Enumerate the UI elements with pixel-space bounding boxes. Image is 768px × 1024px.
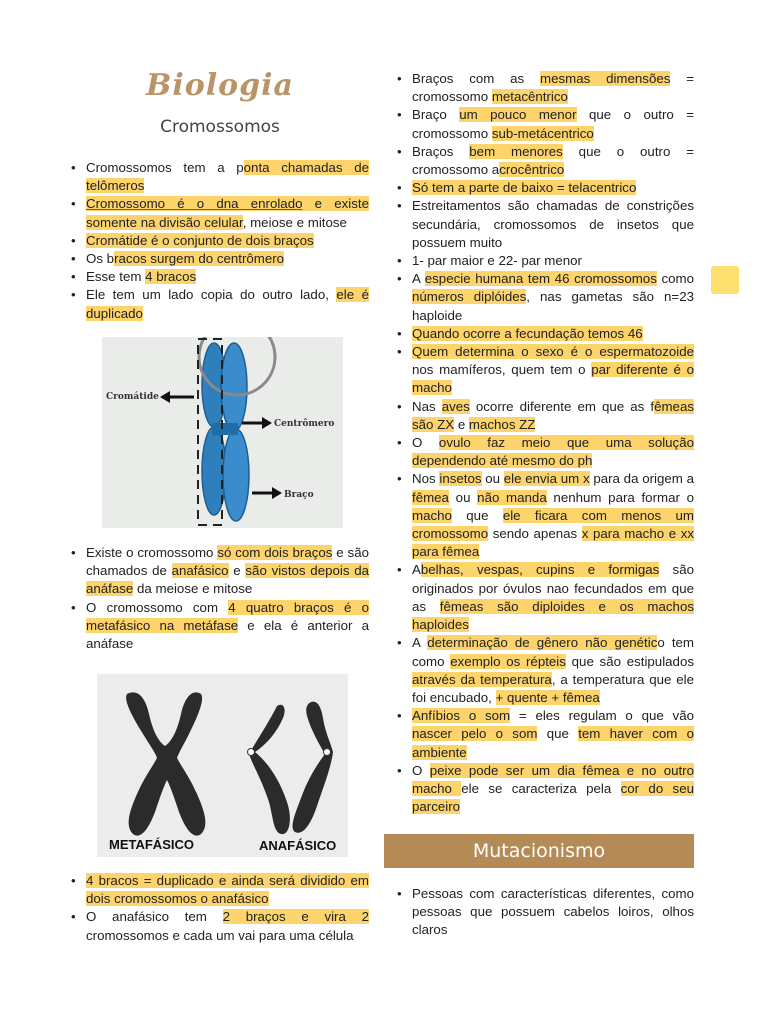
highlighted-text: ele é duplicado [86,287,369,321]
bullet-item [396,398,694,434]
text-segment: e [454,416,469,432]
highlighted-text: par diferente é o macho [412,362,694,396]
text-segment: e ela é anterior a anáfase [86,617,369,652]
bullet-item [396,106,694,142]
bullet-item [70,908,369,944]
bullet-item [70,159,369,195]
highlighted-text: mesmas dimensões [540,71,671,86]
bullet-item [70,544,369,599]
bullet-item [70,232,369,250]
text-segment: da meiose e mitose [133,581,253,597]
text-segment: e são chamados de [86,545,369,579]
highlighted-text: um pouco menor [459,107,577,123]
label-metafasico: METAFÁSICO [109,837,194,852]
bullet-item [396,707,694,762]
highlighted-text: são vistos depois da anáfase [86,563,370,597]
highlighted-text: aves [441,398,470,414]
highlighted-text: fêmeas são diploides e os machos haploides [412,598,694,633]
highlighted-text: nascer pelo o som [412,726,538,742]
text-segment: Pessoas com características diferentes, como pessoas que possuem cabelos loiros, olhos claros [412,886,694,938]
text-segment: Estreitamentos são chamadas de constrições secundária, cromossomos de insetos que possuem muito [412,198,694,250]
bullet-item [396,179,694,197]
highlighted-text: insetos [439,471,482,487]
text-segment: ele se caracteriza pela [461,780,621,796]
page-subtitle: Cromossomos [160,117,280,137]
bullet-item [396,270,694,325]
text-segment: Braços com as [412,71,541,86]
highlighted-text: determinação de gênero não genétic [427,635,658,651]
text-segment: que o outro = cromossomo a [412,143,694,178]
right-list [396,70,694,816]
bullet-item [396,252,694,270]
text-segment: sendo apenas [488,526,582,542]
highlighted-text: metacêntrico [491,89,568,105]
text-segment: 1- par maior e 22- par menor [412,253,582,269]
mutacionismo-list [396,885,694,940]
text-segment: Braços [412,143,470,159]
bullet-item [70,250,369,268]
highlighted-text: Quem determina o sexo é o espermatozoide [412,344,694,360]
text-segment: A [412,635,428,651]
bullet-item [396,343,694,398]
text-segment: ocorre diferente em que as f [469,398,655,414]
text-segment: Braço [412,107,460,123]
label-anafasico: ANAFÁSICO [259,838,337,853]
highlighted-text: ovulo faz meio que uma solução dependendo até mesmo do ph [412,435,694,469]
bullet-item [396,561,694,634]
highlighted-text: êmeas são ZX [412,398,694,432]
text-segment: = cromossomo [412,71,694,105]
text-segment: que [451,507,503,523]
highlighted-text: números diplóides [412,289,527,305]
highlighted-text: exemplo os répteis [450,653,566,669]
text-segment: , nas gametas são n=23 haploide [412,289,694,323]
highlighted-text: x para macho e xx para fêmea [412,526,694,560]
text-segment: ou [481,471,504,487]
highlighted-text: onta chamadas de telômeros [86,160,369,194]
chromosome-diagram [102,337,343,528]
highlighted-text: especie humana tem 46 cromossomos [424,271,657,287]
highlighted-text: + quente + fêmea [495,689,600,705]
bullet-item [396,70,694,106]
highlighted-text: crocêntrico [499,162,565,178]
text-segment: Esse tem [86,269,146,285]
highlighted-text: não manda [477,489,547,505]
text-segment: que [537,726,579,742]
bullet-item [70,268,369,286]
highlighted-text: só com dois braços [217,545,333,560]
highlighted-text: cor do seu parceiro [412,780,694,815]
text-segment: que são estipulados [565,653,694,669]
text-segment: Existe o cromossomo [86,545,218,560]
page-title: Biologia [146,68,294,103]
label-braco: Braço [284,490,314,500]
label-centromero: Centrômero [274,419,335,429]
highlighted-text: 4 quatro braços é o metafásico na metáfase [86,599,370,633]
left-top-list [70,159,369,323]
highlighted-text: Só tem a parte de baixo = telacentrico [412,180,637,196]
highlighted-text: 4 bracos [145,269,197,285]
highlighted-text: sub-metácentrico [491,125,594,141]
highlighted-text: machos ZZ [468,416,536,432]
bullet-item [396,885,694,940]
text-segment: Nas [412,398,442,414]
bullet-item [396,470,694,561]
bullet-item [396,197,694,252]
highlighted-text: peixe pode ser um dia fêmea e no outro macho [412,762,694,796]
bullet-item [396,325,694,343]
text-segment: nenhum para formar o [546,489,694,505]
metaphase-anaphase-figure [97,674,348,857]
highlighted-text: Cromátide é o conjunto de dois braços [86,232,314,248]
highlighted-text: bem menores [469,143,563,159]
bullet-item [70,195,369,231]
left-bottom-list [70,872,369,945]
label-cromatide: Cromátide [106,392,159,402]
highlighted-text: e existe somente na divisão celular [86,196,369,230]
highlighted-text: racos surgem do centrômero [114,251,285,267]
text-segment: O anafásico tem [86,909,223,925]
highlighted-text: ele envia um x [503,471,590,487]
text-segment: O [412,435,439,451]
bullet-item [70,286,369,322]
text-segment: O [412,762,430,778]
highlighted-text: Anfíbios o som [412,708,511,724]
bullet-item [70,872,369,908]
text-segment: Ele tem um lado copia do outro lado, [86,287,337,303]
highlighted-text: Quando ocorre a fecundação temos 46 [412,325,643,341]
text-segment: ou [448,489,478,505]
highlighted-text: belhas, vespas, cupins e formigas [420,562,660,578]
text-segment: cromossomos e cada um vai para uma célula [86,927,354,943]
text-segment: nos mamíferos, quem tem o [412,362,592,378]
text-segment: Nos [412,471,440,487]
bullet-item [396,143,694,179]
highlighted-text: ele ficara com menos um cromossomo [412,507,695,542]
text-segment: O cromossomo com [86,599,229,615]
highlighted-text: tem haver com o ambiente [412,726,695,760]
highlighted-text: 4 bracos = duplicado e ainda será dividido em dois cromossomos o anafásico [86,873,369,907]
text-segment: o tem como [412,635,694,669]
bullet-item [396,434,694,470]
text-segment: A [412,562,421,578]
mutacionismo-header: Mutacionismo [384,834,694,868]
text-segment: , a temperatura que ele foi encubado, [412,671,694,705]
text-segment: para da origem a [589,471,694,487]
bullet-item [396,762,694,817]
highlighted-text: anafásico [171,563,229,579]
highlighted-text: Cromossomo é o dna enrolado [86,196,303,212]
text-segment: como [656,271,694,287]
text-segment: que o outro = cromossomo [412,107,694,141]
text-segment: Cromossomos tem a p [86,160,244,175]
text-segment: são originados por óvulos nao fecundados em que as [412,562,694,614]
bullet-item [70,599,369,654]
sticky-note-icon[interactable] [711,266,739,294]
highlighted-text: através da temperatura [412,671,552,687]
text-segment: A [412,271,425,287]
text-segment: = eles regulam o que vão [510,708,694,724]
text-segment: Os b [86,251,115,267]
left-mid-list [70,544,369,653]
highlighted-text: 2 braços e vira 2 [222,909,369,925]
highlighted-text: macho [412,507,452,523]
bullet-item [396,634,694,707]
text-segment: , meiose e mitose [242,214,347,230]
text-segment: e [228,563,246,579]
highlighted-text: fêmea [412,489,449,505]
